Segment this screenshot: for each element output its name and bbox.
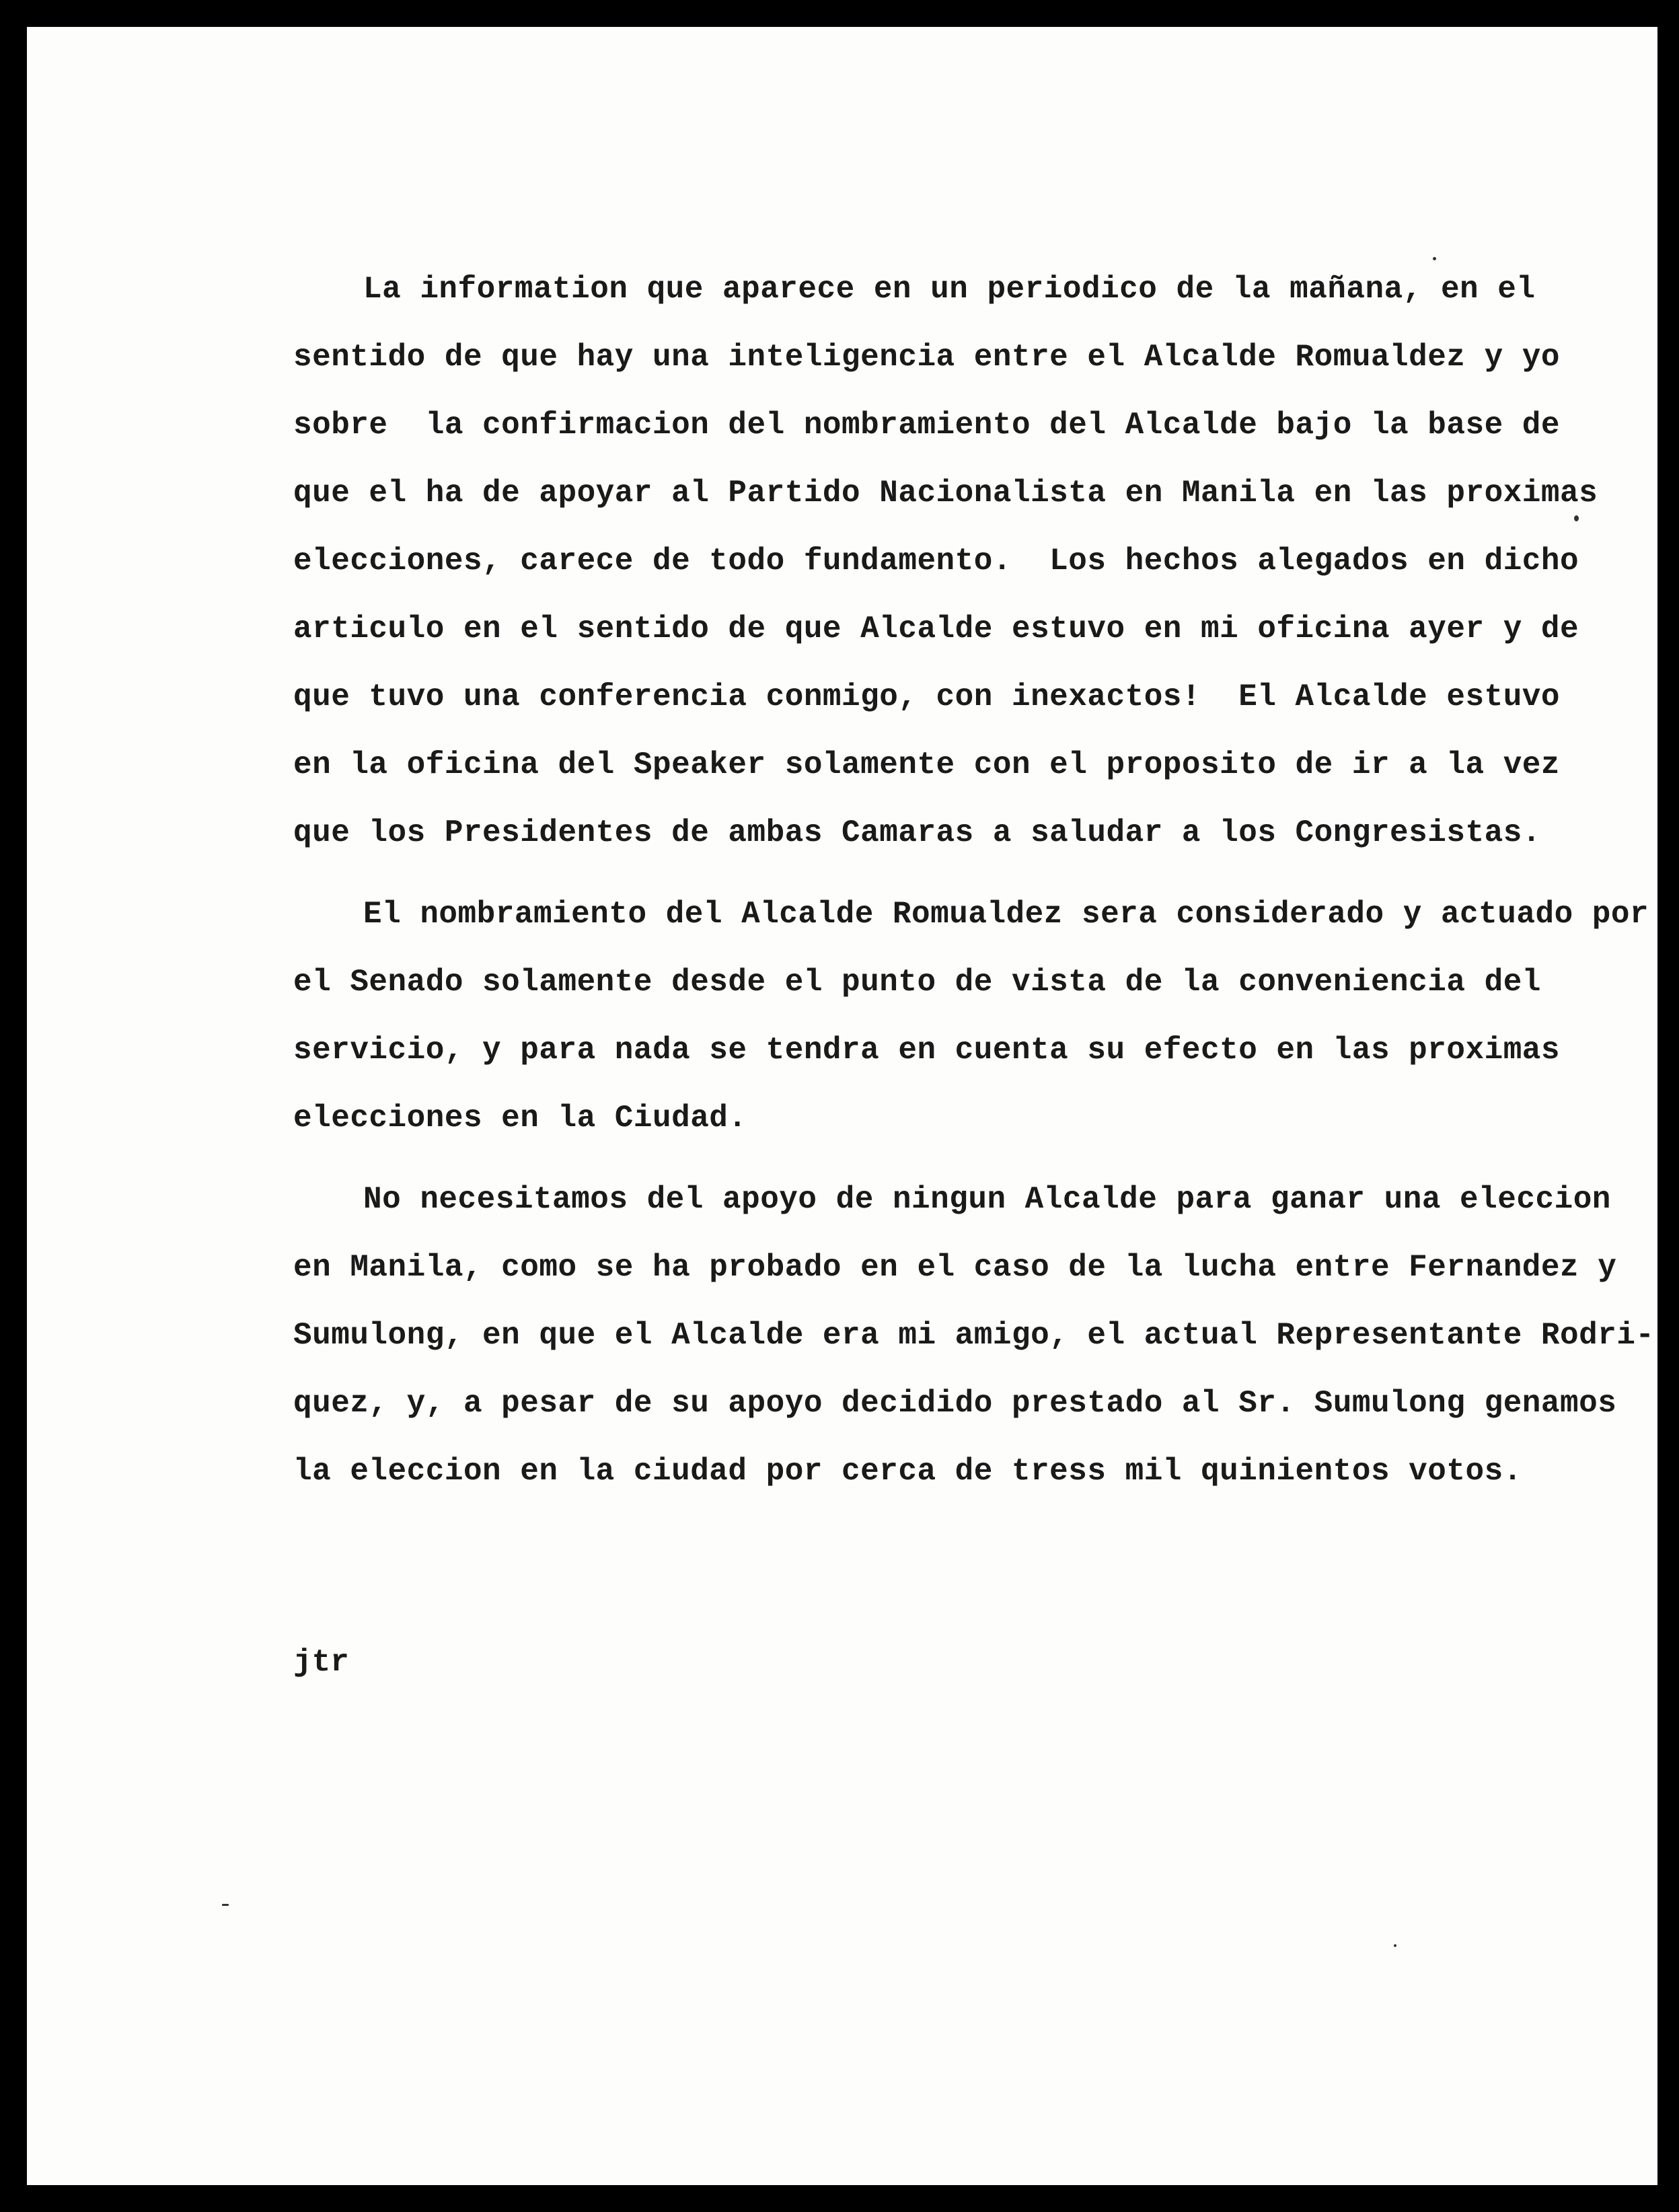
paragraph-2 <box>293 881 1649 1152</box>
text-line: que tuvo una conferencia conmigo, con inexactos! El Alcalde estuvo <box>293 679 1561 714</box>
text-line: en la oficina del Speaker solamente con el proposito de ir a la vez <box>293 747 1561 782</box>
scan-speck <box>1433 257 1436 260</box>
text-line: el Senado solamente desde el punto de vista de la conveniencia del <box>293 965 1541 1000</box>
text-line: la eleccion en la ciudad por cerca de tress mil quinientos votos. <box>293 1454 1522 1489</box>
text-line: servicio, y para nada se tendra en cuenta su efecto en las proximas <box>293 1033 1561 1068</box>
paragraph-3 <box>293 1166 1655 1506</box>
text-line: que el ha de apoyar al Partido Nacionalista en Manila en las proximas <box>293 476 1598 511</box>
text-line: Sumulong, en que el Alcalde era mi amigo, el actual Representante Rodri- <box>293 1318 1655 1353</box>
text-line: en Manila, como se ha probado en el caso de la lucha entre Fernandez y <box>293 1250 1617 1285</box>
text-line: elecciones, carece de todo fundamento. Los hechos alegados en dicho <box>293 544 1579 579</box>
text-line: sobre la confirmacion del nombramiento del Alcalde bajo la base de <box>293 408 1561 443</box>
text-line: El nombramiento del Alcalde Romualdez sera considerado y actuado por <box>363 897 1649 932</box>
text-line: sentido de que hay una inteligencia entre el Alcalde Romualdez y yo <box>293 340 1561 375</box>
text-line: elecciones en la Ciudad. <box>293 1101 747 1136</box>
text-line: articulo en el sentido de que Alcalde estuvo en mi oficina ayer y de <box>293 612 1579 647</box>
text-line: quez, y, a pesar de su apoyo decidido prestado al Sr. Sumulong genamos <box>293 1386 1617 1421</box>
scan-speck <box>1394 1944 1396 1947</box>
typist-initials: jtr <box>293 1645 349 1680</box>
scan-speck <box>222 1904 229 1906</box>
text-line: No necesitamos del apoyo de ningun Alcalde para ganar una eleccion <box>363 1182 1611 1217</box>
typed-letter-body <box>293 256 1655 1519</box>
text-line: que los Presidentes de ambas Camaras a saludar a los Congresistas. <box>293 815 1541 850</box>
document-page <box>27 27 1657 2185</box>
text-line: La information que aparece en un periodico de la mañana, en el <box>363 272 1536 307</box>
paragraph-1 <box>293 256 1598 867</box>
scan-speck <box>1574 515 1579 521</box>
